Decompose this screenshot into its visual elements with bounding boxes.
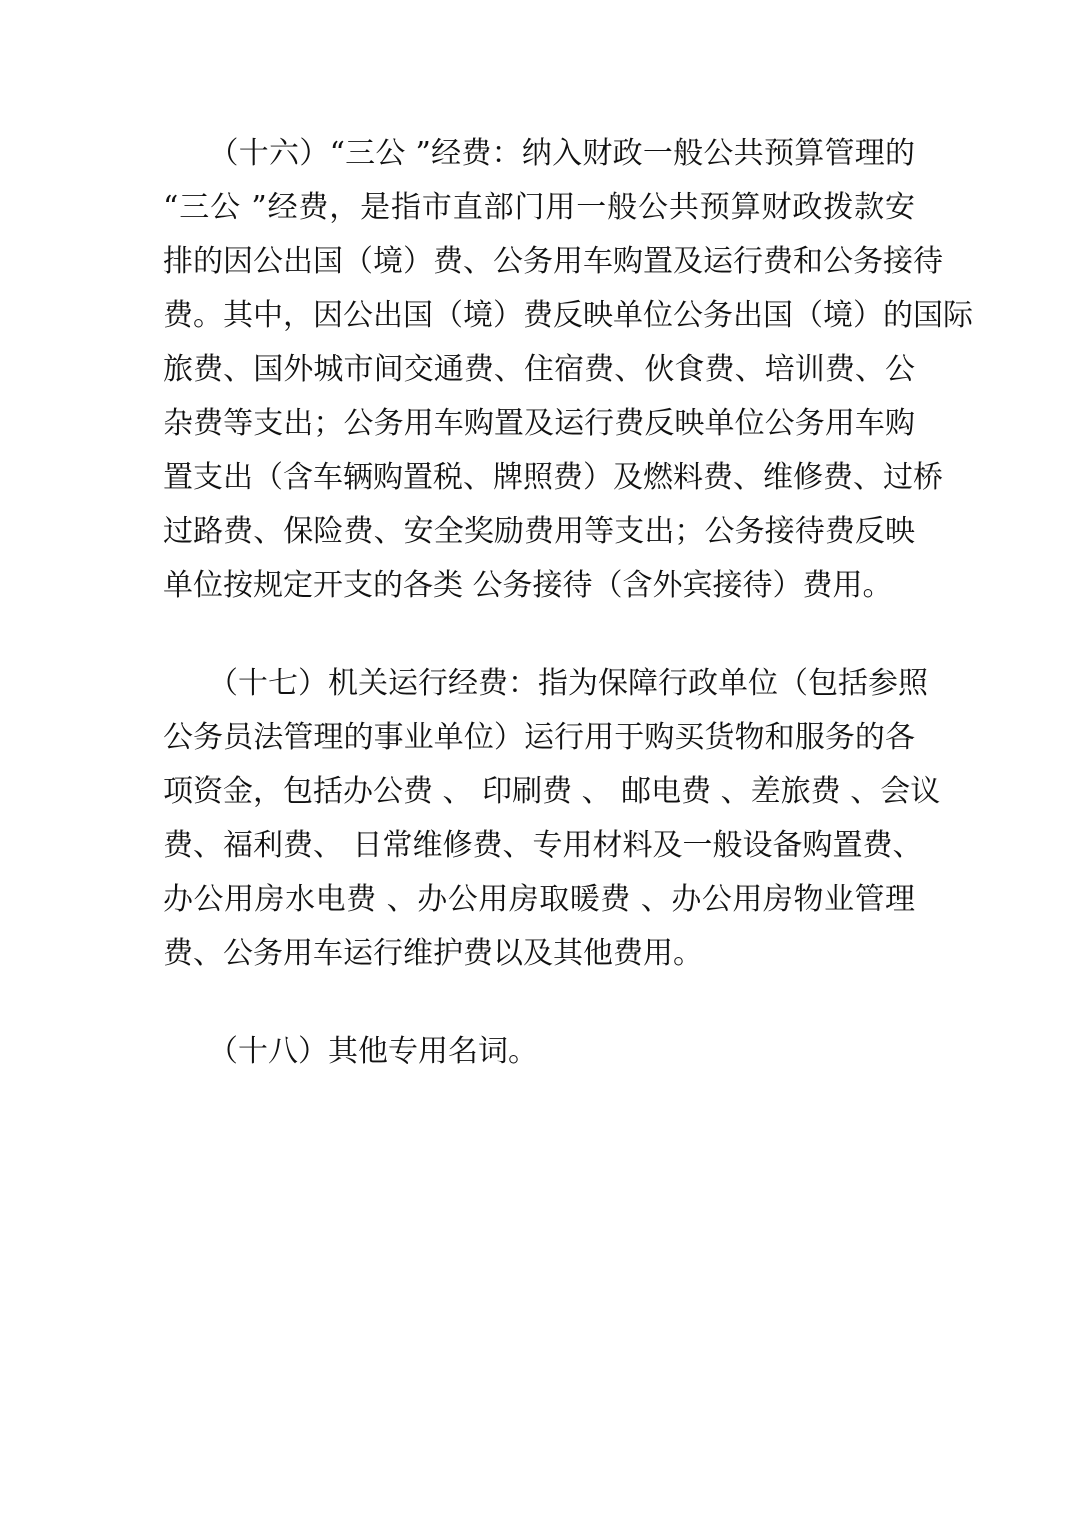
paragraph-operating-expenses — [163, 657, 941, 981]
paragraph-sangong-expenses — [163, 127, 973, 613]
paragraph-line: 项资金，包括办公费 、 印刷费 、 邮电费 、差旅费 、会议 — [163, 774, 941, 809]
paragraph-line: 费、福利费、 日常维修费、专用材料及一般设备购置费、 — [163, 828, 923, 863]
paragraph-line: 办公用房水电费 、办公用房取暖费 、办公用房物业管理 — [163, 882, 915, 917]
paragraph-line: “三公 ”经费，是指市直部门用一般公共预算财政拨款安 — [163, 190, 915, 225]
paragraph-line: 置支出（含车辆购置税、牌照费）及燃料费、维修费、过桥 — [163, 460, 943, 495]
paragraph-line: （十八）其他专用名词。 — [163, 1034, 538, 1069]
paragraph-line: 排的因公出国（境）费、公务用车购置及运行费和公务接待 — [163, 244, 943, 279]
paragraph-line: 费。其中，因公出国（境）费反映单位公务出国（境）的国际 — [163, 298, 973, 333]
paragraph-line: 公务员法管理的事业单位）运行用于购买货物和服务的各 — [163, 720, 915, 755]
paragraph-line: 过路费、保险费、安全奖励费用等支出；公务接待费反映 — [163, 514, 915, 549]
paragraph-line: 杂费等支出；公务用车购置及运行费反映单位公务用车购 — [163, 406, 915, 441]
paragraph-line: （十六）“三公 ”经费：纳入财政一般公共预算管理的 — [163, 136, 915, 171]
paragraph-line: 旅费、国外城市间交通费、住宿费、伙食费、培训费、公 — [163, 352, 915, 387]
paragraph-line: 费、公务用车运行维护费以及其他费用。 — [163, 936, 703, 971]
paragraph-other-terms — [163, 1025, 915, 1079]
paragraph-line: （十七）机关运行经费：指为保障行政单位（包括参照 — [163, 666, 928, 701]
paragraph-line: 单位按规定开支的各类 公务接待（含外宾接待）费用。 — [163, 568, 893, 603]
